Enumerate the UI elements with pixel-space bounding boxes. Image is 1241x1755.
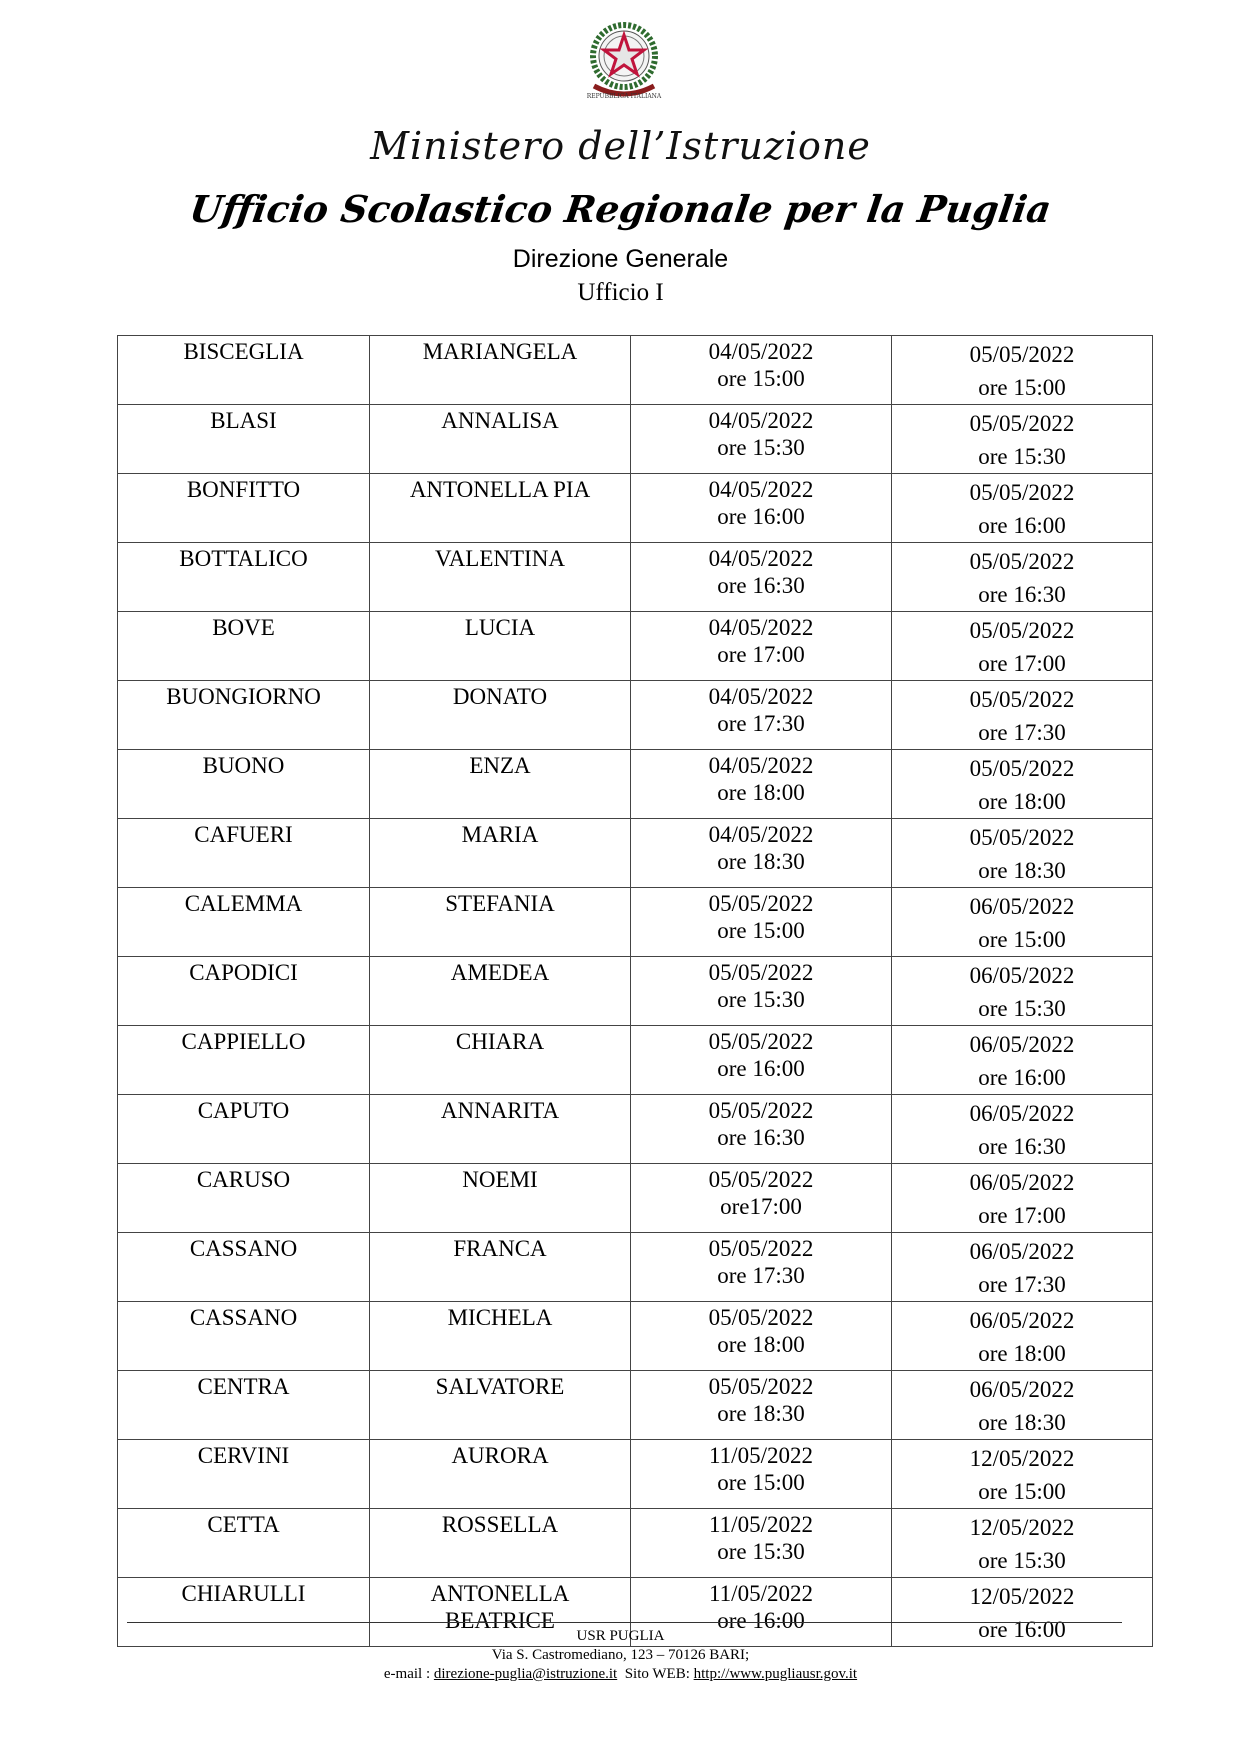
cell-name: ANNARITA <box>440 1098 560 1123</box>
table-row <box>118 543 1153 612</box>
table-row <box>118 957 1153 1026</box>
cell-time1: ore 15:00 <box>717 918 805 943</box>
table-cell <box>631 819 892 888</box>
cell-surname: CAFUERI <box>194 822 293 847</box>
table-row <box>118 750 1153 819</box>
table-cell <box>118 819 370 888</box>
table-cell <box>370 957 631 1026</box>
cell-date2: 05/05/2022 <box>969 618 1075 643</box>
table-row <box>118 1095 1153 1164</box>
cell-time2: ore 16:00 <box>978 1617 1066 1642</box>
cell-name: ROSSELLA <box>441 1512 559 1537</box>
table-cell <box>892 957 1153 1026</box>
cell-surname: BOTTALICO <box>179 546 308 571</box>
cell-name: NOEMI <box>462 1167 538 1192</box>
cell-surname: BISCEGLIA <box>183 339 304 364</box>
cell-date1: 04/05/2022 <box>708 684 814 709</box>
italian-republic-emblem-icon <box>580 16 668 108</box>
cell-surname: BONFITTO <box>186 477 301 502</box>
cell-time1: ore 16:30 <box>717 1125 805 1150</box>
email-link[interactable]: direzione-puglia@istruzione.it <box>433 1666 618 1682</box>
cell-surname: CERVINI <box>197 1443 290 1468</box>
table-cell <box>631 474 892 543</box>
cell-time2: ore 18:30 <box>978 1410 1066 1435</box>
web-label: Sito WEB: <box>624 1666 690 1682</box>
cell-date1: 04/05/2022 <box>708 615 814 640</box>
table-cell <box>631 1233 892 1302</box>
office-title: Ufficio Scolastico Regionale per la Puglia <box>187 187 1054 231</box>
cell-surname: CAPUTO <box>197 1098 290 1123</box>
table-cell <box>892 888 1153 957</box>
cell-date1: 04/05/2022 <box>708 753 814 778</box>
table-cell <box>370 543 631 612</box>
cell-time1: ore 17:00 <box>717 642 805 667</box>
table-cell <box>631 612 892 681</box>
cell-time1: ore 16:30 <box>717 573 805 598</box>
table-cell <box>370 1371 631 1440</box>
table-cell <box>631 1095 892 1164</box>
table-cell <box>118 1095 370 1164</box>
table-cell <box>631 957 892 1026</box>
table-cell <box>370 1233 631 1302</box>
cell-time1: ore 18:00 <box>717 780 805 805</box>
footer-contacts <box>0 1665 1241 1684</box>
cell-date2: 12/05/2022 <box>969 1515 1075 1540</box>
table-row <box>118 1371 1153 1440</box>
table-cell <box>370 1440 631 1509</box>
cell-time1: ore 18:30 <box>717 849 805 874</box>
cell-time1: ore 15:30 <box>717 435 805 460</box>
table-cell <box>370 819 631 888</box>
cell-time2: ore 18:00 <box>978 789 1066 814</box>
cell-time2: ore 15:00 <box>978 375 1066 400</box>
cell-surname: CHIARULLI <box>181 1581 306 1606</box>
cell-date2: 12/05/2022 <box>969 1584 1075 1609</box>
cell-surname: BUONO <box>202 753 285 778</box>
cell-name: ENZA <box>469 753 531 778</box>
table-row <box>118 405 1153 474</box>
emblem-caption: REPUBBLICA ITALIANA <box>586 93 662 100</box>
cell-name: MARIANGELA <box>422 339 578 364</box>
cell-time1: ore 15:00 <box>717 366 805 391</box>
cell-surname: CASSANO <box>189 1305 298 1330</box>
cell-date1: 04/05/2022 <box>708 339 814 364</box>
cell-surname: BLASI <box>210 408 277 433</box>
cell-surname: CENTRA <box>197 1374 290 1399</box>
table-cell <box>631 888 892 957</box>
cell-date2: 05/05/2022 <box>969 411 1075 436</box>
cell-date2: 05/05/2022 <box>969 342 1075 367</box>
table-cell <box>370 336 631 405</box>
email-label: e-mail : <box>383 1666 431 1682</box>
footer <box>0 1627 1241 1684</box>
cell-date1: 04/05/2022 <box>708 546 814 571</box>
table-cell <box>631 1371 892 1440</box>
cell-date2: 06/05/2022 <box>969 1308 1075 1333</box>
cell-date2: 05/05/2022 <box>969 549 1075 574</box>
cell-name2: BEATRICE <box>445 1608 555 1633</box>
cell-time1: ore17:00 <box>720 1194 802 1219</box>
cell-date2: 06/05/2022 <box>969 1032 1075 1057</box>
cell-date2: 06/05/2022 <box>969 963 1075 988</box>
cell-date1: 05/05/2022 <box>708 960 814 985</box>
cell-date1: 05/05/2022 <box>708 1236 814 1261</box>
table-row <box>118 1026 1153 1095</box>
cell-date2: 06/05/2022 <box>969 1377 1075 1402</box>
table-cell <box>370 750 631 819</box>
table-cell <box>118 1440 370 1509</box>
cell-name: CHIARA <box>455 1029 545 1054</box>
table-cell <box>892 612 1153 681</box>
table-cell <box>892 1509 1153 1578</box>
table-cell <box>892 405 1153 474</box>
table-cell <box>892 819 1153 888</box>
table-cell <box>370 888 631 957</box>
schedule-table <box>117 335 1153 1647</box>
table-cell <box>892 1233 1153 1302</box>
cell-time1: ore 16:00 <box>717 1056 805 1081</box>
cell-date1: 04/05/2022 <box>708 822 814 847</box>
ministry-title: Ministero dell’Istruzione <box>370 124 871 168</box>
table-cell <box>631 1302 892 1371</box>
table-row <box>118 819 1153 888</box>
table-cell <box>370 1026 631 1095</box>
table-cell <box>370 474 631 543</box>
cell-name: ANNALISA <box>441 408 559 433</box>
table-cell <box>892 1371 1153 1440</box>
table-cell <box>631 1440 892 1509</box>
cell-date1: 11/05/2022 <box>709 1512 813 1537</box>
cell-name: AMEDEA <box>450 960 550 985</box>
cell-time2: ore 18:00 <box>978 1341 1066 1366</box>
table-cell <box>892 750 1153 819</box>
cell-date2: 06/05/2022 <box>969 1170 1075 1195</box>
cell-name: FRANCA <box>453 1236 547 1261</box>
cell-time1: ore 18:30 <box>717 1401 805 1426</box>
cell-time2: ore 17:30 <box>978 1272 1066 1297</box>
table-cell <box>631 1164 892 1233</box>
table-cell <box>892 1026 1153 1095</box>
table-cell <box>118 888 370 957</box>
table-cell <box>631 1509 892 1578</box>
table-cell <box>118 957 370 1026</box>
cell-name: AURORA <box>451 1443 549 1468</box>
table-cell <box>118 474 370 543</box>
table-cell <box>631 336 892 405</box>
cell-surname: BUONGIORNO <box>166 684 321 709</box>
cell-date1: 05/05/2022 <box>708 1374 814 1399</box>
table-row <box>118 1302 1153 1371</box>
cell-time2: ore 15:00 <box>978 927 1066 952</box>
cell-date2: 06/05/2022 <box>969 894 1075 919</box>
table-row <box>118 1164 1153 1233</box>
table-cell <box>118 336 370 405</box>
table-cell <box>118 1371 370 1440</box>
table-cell <box>370 612 631 681</box>
table-cell <box>118 612 370 681</box>
cell-name: STEFANIA <box>445 891 555 916</box>
cell-date1: 04/05/2022 <box>708 408 814 433</box>
cell-date2: 06/05/2022 <box>969 1101 1075 1126</box>
cell-name: SALVATORE <box>435 1374 565 1399</box>
table-cell <box>631 681 892 750</box>
table-cell <box>631 543 892 612</box>
cell-date1: 11/05/2022 <box>709 1443 813 1468</box>
cell-time1: ore 16:00 <box>717 1608 805 1633</box>
table-cell <box>370 1302 631 1371</box>
cell-name: LUCIA <box>464 615 536 640</box>
table-row <box>118 681 1153 750</box>
table-cell <box>118 1233 370 1302</box>
table-cell <box>892 474 1153 543</box>
table-cell <box>370 1164 631 1233</box>
cell-surname: BOVE <box>212 615 275 640</box>
cell-time2: ore 17:00 <box>978 651 1066 676</box>
table-cell <box>892 1164 1153 1233</box>
table-cell <box>892 543 1153 612</box>
cell-surname: CARUSO <box>196 1167 291 1192</box>
cell-time1: ore 15:00 <box>717 1470 805 1495</box>
table-cell <box>118 1509 370 1578</box>
footer-divider <box>127 1622 1122 1623</box>
cell-name: VALENTINA <box>435 546 565 571</box>
table-cell <box>631 405 892 474</box>
unit-title: Ufficio I <box>577 279 664 306</box>
cell-time2: ore 15:30 <box>978 996 1066 1021</box>
cell-surname: CETTA <box>207 1512 280 1537</box>
cell-surname: CASSANO <box>189 1236 298 1261</box>
cell-surname: CALEMMA <box>184 891 303 916</box>
table-cell <box>892 1095 1153 1164</box>
cell-name: ANTONELLA PIA <box>409 477 591 502</box>
table-row <box>118 474 1153 543</box>
table-cell <box>118 1026 370 1095</box>
cell-date1: 05/05/2022 <box>708 1098 814 1123</box>
cell-name: DONATO <box>452 684 548 709</box>
table-cell <box>118 1302 370 1371</box>
website-link[interactable]: http://www.pugliausr.gov.it <box>693 1666 858 1682</box>
table-row <box>118 336 1153 405</box>
cell-time2: ore 17:00 <box>978 1203 1066 1228</box>
table-row <box>118 888 1153 957</box>
table-cell <box>892 681 1153 750</box>
cell-time1: ore 17:30 <box>717 711 805 736</box>
cell-time2: ore 18:30 <box>978 858 1066 883</box>
table-row <box>118 1440 1153 1509</box>
cell-date2: 05/05/2022 <box>969 825 1075 850</box>
cell-name: MICHELA <box>447 1305 553 1330</box>
cell-time2: ore 16:30 <box>978 1134 1066 1159</box>
cell-date1: 05/05/2022 <box>708 1167 814 1192</box>
table-cell <box>370 1095 631 1164</box>
table-cell <box>370 405 631 474</box>
table-cell <box>892 1440 1153 1509</box>
cell-surname: CAPPIELLO <box>181 1029 306 1054</box>
cell-date1: 05/05/2022 <box>708 1305 814 1330</box>
table-row <box>118 1509 1153 1578</box>
table-cell <box>631 750 892 819</box>
cell-time1: ore 15:30 <box>717 1539 805 1564</box>
cell-time1: ore 18:00 <box>717 1332 805 1357</box>
direction-title: Direzione Generale <box>512 245 729 273</box>
table-cell <box>892 336 1153 405</box>
cell-date1: 04/05/2022 <box>708 477 814 502</box>
cell-time2: ore 15:30 <box>978 1548 1066 1573</box>
cell-date2: 12/05/2022 <box>969 1446 1075 1471</box>
table-row <box>118 612 1153 681</box>
table-cell <box>118 1164 370 1233</box>
cell-time1: ore 17:30 <box>717 1263 805 1288</box>
cell-time2: ore 15:00 <box>978 1479 1066 1504</box>
footer-org: USR PUGLIA <box>576 1628 665 1644</box>
cell-name: ANTONELLA <box>430 1581 570 1606</box>
cell-surname: CAPODICI <box>189 960 298 985</box>
cell-date1: 11/05/2022 <box>709 1581 813 1606</box>
table-cell <box>370 1509 631 1578</box>
table-row <box>118 1233 1153 1302</box>
cell-time1: ore 15:30 <box>717 987 805 1012</box>
cell-time2: ore 15:30 <box>978 444 1066 469</box>
cell-date2: 05/05/2022 <box>969 756 1075 781</box>
cell-date2: 05/05/2022 <box>969 480 1075 505</box>
cell-date2: 05/05/2022 <box>969 687 1075 712</box>
table-cell <box>118 543 370 612</box>
table-cell <box>370 681 631 750</box>
cell-name: MARIA <box>461 822 539 847</box>
cell-date2: 06/05/2022 <box>969 1239 1075 1264</box>
table-cell <box>118 750 370 819</box>
cell-time2: ore 17:30 <box>978 720 1066 745</box>
table-cell <box>118 681 370 750</box>
cell-date1: 05/05/2022 <box>708 1029 814 1054</box>
cell-date1: 05/05/2022 <box>708 891 814 916</box>
cell-time2: ore 16:00 <box>978 1065 1066 1090</box>
table-cell <box>631 1026 892 1095</box>
footer-address: Via S. Castromediano, 123 – 70126 BARI; <box>491 1647 750 1663</box>
table-cell <box>892 1302 1153 1371</box>
table-cell <box>118 405 370 474</box>
cell-time2: ore 16:00 <box>978 513 1066 538</box>
cell-time1: ore 16:00 <box>717 504 805 529</box>
cell-time2: ore 16:30 <box>978 582 1066 607</box>
